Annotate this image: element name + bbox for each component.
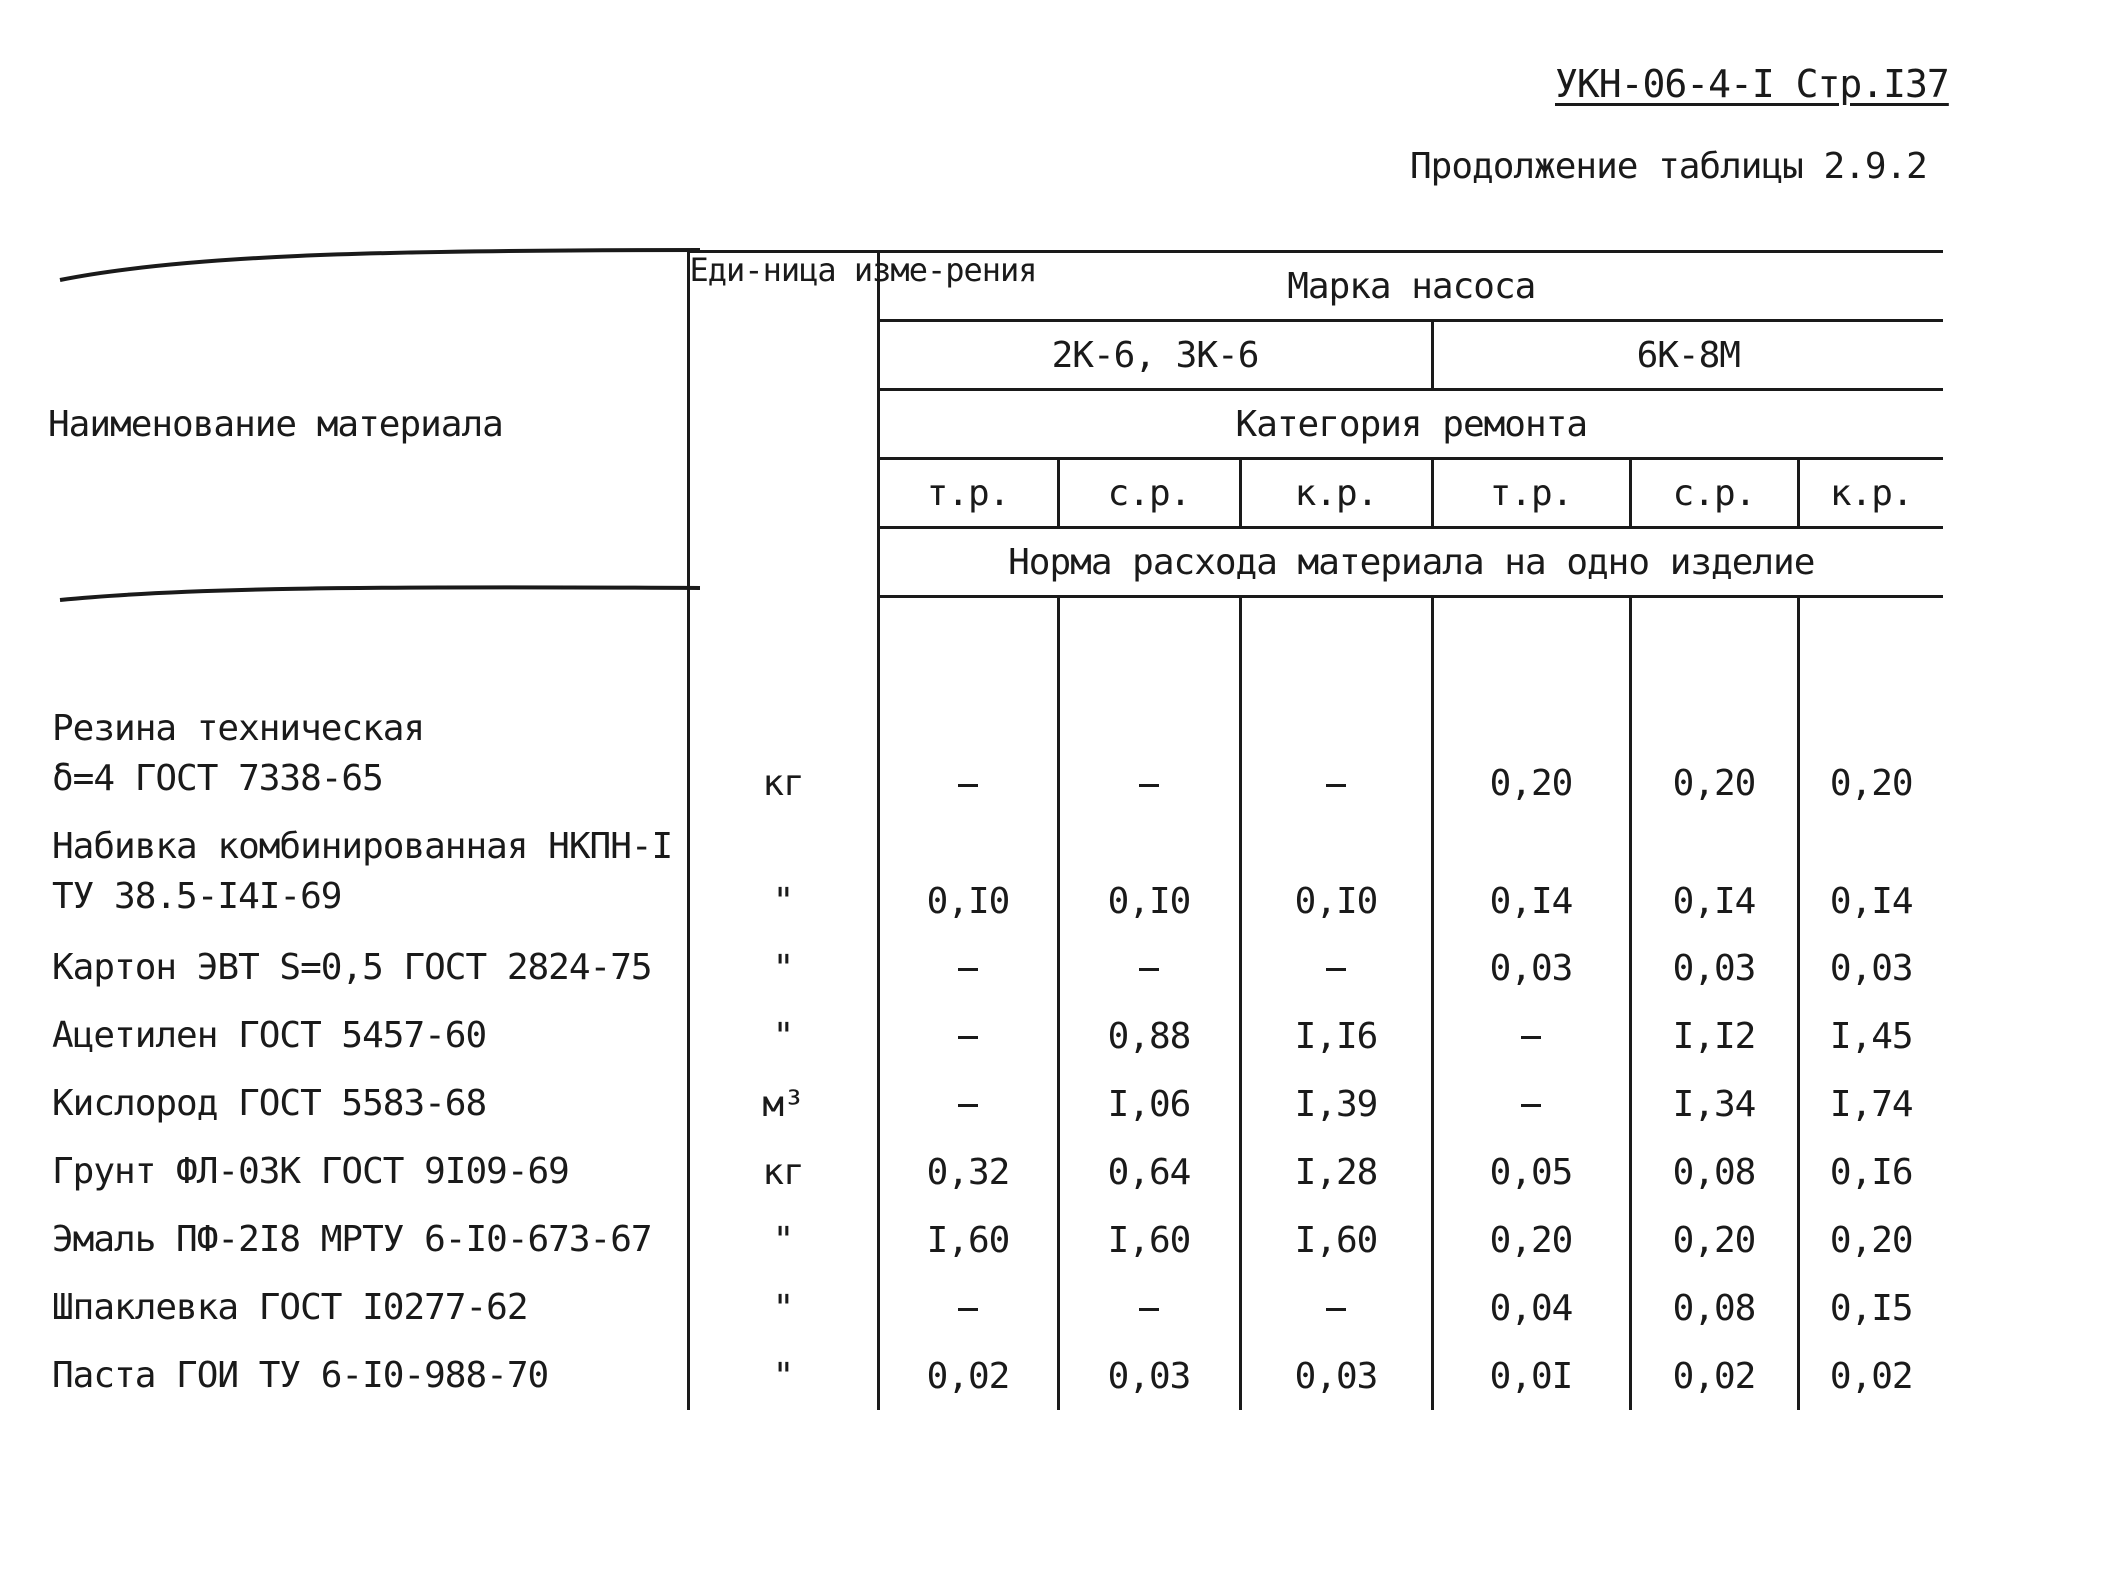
norm-value-cell: I,60 (1058, 1206, 1240, 1274)
empty-value-cell (1240, 670, 1432, 812)
repair-type-header: с.р. (1058, 459, 1240, 528)
repair-type-header: т.р. (878, 459, 1058, 528)
material-name-cell (48, 812, 688, 934)
dash-mark (958, 1036, 978, 1039)
norm-value-cell: 0,I0 (1058, 812, 1240, 934)
norm-value-cell: 0,02 (926, 1355, 1010, 1397)
empty-value-cell (878, 1274, 1058, 1342)
column-header-repair-category: Категория ремонта (878, 390, 1943, 459)
repair-type-header: к.р. (1240, 459, 1432, 528)
empty-value-cell (1432, 1002, 1630, 1070)
norm-value-cell: 0,20 (1798, 670, 1943, 812)
material-name-line: ТУ 38.5-I4I-69 (52, 876, 342, 917)
document-code: УКН-06-4-I Стр.I37 (1555, 62, 1949, 106)
material-name-line: Шпаклевка ГОСТ I0277-62 (52, 1287, 528, 1328)
norm-value-cell: I,I6 (1240, 1002, 1432, 1070)
material-name-cell (48, 1342, 688, 1410)
norm-value-cell: I,34 (1630, 1070, 1798, 1138)
norm-value-cell: 0,03 (1240, 1342, 1432, 1410)
unit-cell: " (688, 812, 878, 934)
material-name-line: δ=4 ГОСТ 7338-65 (52, 758, 383, 799)
norm-value-cell: 0,03 (1058, 1342, 1240, 1410)
empty-value-cell (1058, 934, 1240, 1002)
empty-value-cell (878, 1002, 1058, 1070)
norm-value-cell: 0,I0 (926, 881, 1010, 922)
norm-value-cell: 0,05 (1432, 1138, 1630, 1206)
material-name-cell (48, 670, 688, 812)
material-name-cell (48, 1002, 688, 1070)
material-name-line: Картон ЭВТ S=0,5 ГОСТ 2824-75 (52, 947, 652, 988)
norm-value-cell: 0,20 (1630, 670, 1798, 812)
norm-value-cell: I,45 (1798, 1002, 1943, 1070)
material-name-line: Набивка комбинированная НКПН-I (52, 826, 673, 867)
repair-type-header: т.р. (1432, 459, 1630, 528)
material-rows (48, 597, 1943, 1411)
unit-cell: " (688, 934, 878, 1002)
norm-value-cell: I,28 (1240, 1138, 1432, 1206)
norm-value-cell: 0,03 (1432, 934, 1630, 1002)
dash-mark (1326, 784, 1346, 787)
norm-value-cell: 0,20 (1798, 1206, 1943, 1274)
norm-value-cell: 0,I4 (1798, 812, 1943, 934)
norm-value-cell: 0,I4 (1630, 812, 1798, 934)
dash-mark (958, 1308, 978, 1311)
table-row (48, 1138, 1943, 1206)
material-name-line: Ацетилен ГОСТ 5457-60 (52, 1015, 487, 1056)
material-name-cell (48, 934, 688, 1002)
dash-mark (1521, 1036, 1541, 1039)
dash-mark (958, 968, 978, 971)
repair-type-header: с.р. (1630, 459, 1798, 528)
norm-value-cell: 0,20 (1432, 1206, 1630, 1274)
table-row (48, 1002, 1943, 1070)
dash-mark (1326, 968, 1346, 971)
table-row (48, 1274, 1943, 1342)
table-row (48, 934, 1943, 1002)
norm-value-cell: I,60 (1240, 1206, 1432, 1274)
norm-value-cell: 0,0I (1432, 1342, 1630, 1410)
norm-value-cell: 0,I6 (1798, 1138, 1943, 1206)
empty-value-cell (1240, 934, 1432, 1002)
norm-value-cell: 0,03 (1630, 934, 1798, 1002)
column-header-material-name: Наименование материала (48, 403, 503, 445)
empty-value-cell (878, 934, 1058, 1002)
norm-value-cell: I,06 (1058, 1070, 1240, 1138)
table-row (48, 670, 1943, 812)
unit-cell: " (688, 1206, 878, 1274)
norm-value-cell: 0,I0 (1240, 812, 1432, 934)
dash-mark (1326, 1308, 1346, 1311)
empty-value-cell (1058, 670, 1240, 812)
material-name-line: Паста ГОИ ТУ 6-I0-988-70 (52, 1355, 549, 1396)
dash-mark (1521, 1104, 1541, 1107)
dash-mark (1139, 784, 1159, 787)
table-row (48, 812, 1943, 934)
norm-value-cell: I,I2 (1630, 1002, 1798, 1070)
repair-type-header: к.р. (1798, 459, 1943, 528)
pump-group-header: 6К-8М (1432, 321, 1943, 390)
pump-group-header: 2К-6, 3К-6 (878, 321, 1432, 390)
norm-value-cell: 0,I4 (1432, 812, 1630, 934)
material-name-line: Грунт ФЛ-03К ГОСТ 9I09-69 (52, 1151, 569, 1192)
column-header-consumption-norm: Норма расхода материала на одно изделие (878, 528, 1943, 597)
dash-mark (958, 1104, 978, 1107)
norm-value-cell: 0,88 (1058, 1002, 1240, 1070)
norm-value-cell: 0,02 (1798, 1342, 1943, 1410)
table-row (48, 1342, 1943, 1410)
dash-mark (1139, 1308, 1159, 1311)
norm-value-cell: I,74 (1798, 1070, 1943, 1138)
table-row (48, 1206, 1943, 1274)
norm-value-cell: I,60 (926, 1219, 1010, 1261)
empty-value-cell (1240, 1274, 1432, 1342)
material-name-cell (48, 1070, 688, 1138)
unit-cell: " (688, 1002, 878, 1070)
material-norms-table (48, 250, 1943, 1410)
norm-value-cell: 0,04 (1432, 1274, 1630, 1342)
unit-cell: " (688, 1274, 878, 1342)
material-name-cell (48, 1206, 688, 1274)
material-name-line: Резина техническая (52, 708, 425, 749)
empty-value-cell (1432, 1070, 1630, 1138)
material-name-cell (48, 1138, 688, 1206)
norm-value-cell: 0,64 (1058, 1138, 1240, 1206)
norm-value-cell: 0,03 (1798, 934, 1943, 1002)
table-continuation-title: Продолжение таблицы 2.9.2 (1410, 146, 1927, 187)
empty-value-cell (1058, 1274, 1240, 1342)
table-row (48, 1070, 1943, 1138)
norm-value-cell: 0,02 (1630, 1342, 1798, 1410)
empty-value-cell (878, 670, 1058, 812)
dash-mark (958, 784, 978, 787)
unit-cell: " (688, 1342, 878, 1410)
norm-value-cell: 0,I5 (1798, 1274, 1943, 1342)
norm-value-cell: 0,20 (1432, 670, 1630, 812)
empty-value-cell (878, 1070, 1058, 1138)
unit-cell: м³ (688, 1070, 878, 1138)
unit-cell: кг (688, 670, 878, 812)
material-name-cell (48, 1274, 688, 1342)
column-header-unit: Еди-ница изме-рения (688, 252, 878, 597)
material-name-line: Кислород ГОСТ 5583-68 (52, 1083, 487, 1124)
unit-cell: кг (688, 1138, 878, 1206)
norm-value-cell: 0,32 (926, 1151, 1010, 1193)
column-header-pump-brand: Марка насоса (878, 252, 1943, 321)
norm-value-cell: 0,08 (1630, 1138, 1798, 1206)
norm-value-cell: I,39 (1240, 1070, 1432, 1138)
material-name-line: Эмаль ПФ-2I8 МРТУ 6-I0-673-67 (52, 1219, 652, 1260)
dash-mark (1139, 968, 1159, 971)
norm-value-cell: 0,08 (1630, 1274, 1798, 1342)
norm-value-cell: 0,20 (1630, 1206, 1798, 1274)
